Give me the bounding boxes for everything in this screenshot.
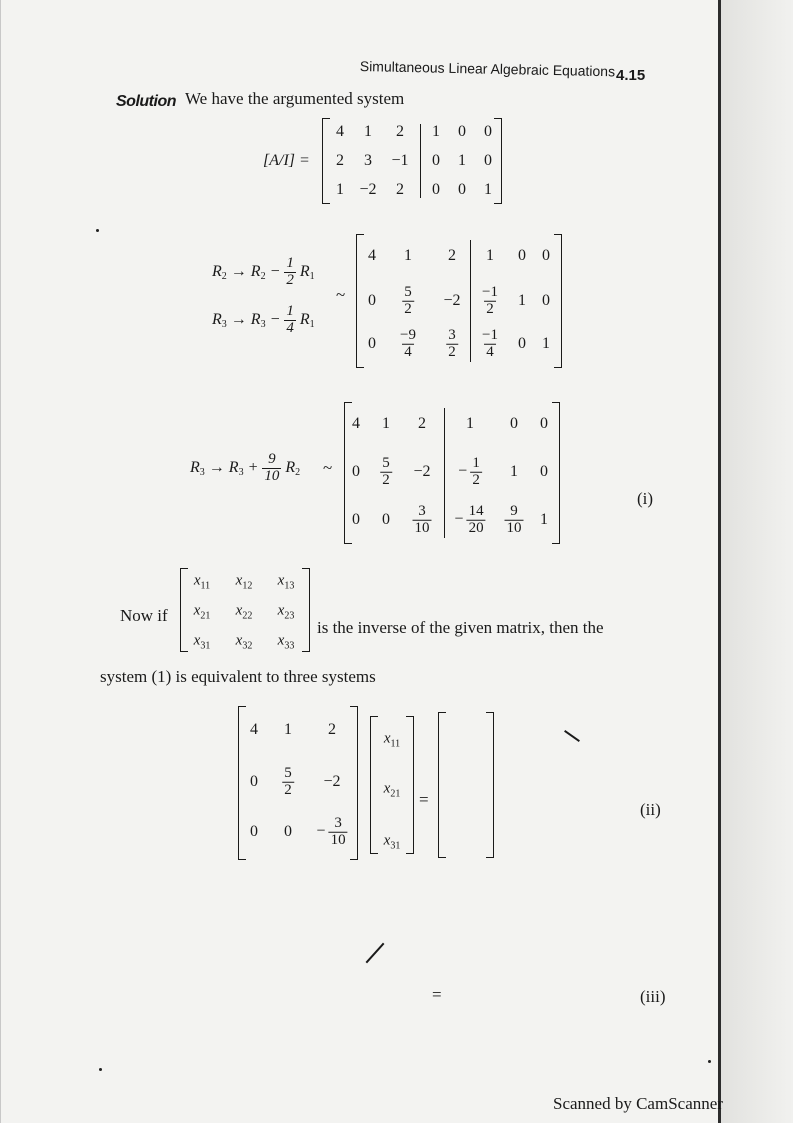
- matrix-entry: −2: [443, 292, 461, 309]
- matrix-entry: 0: [250, 773, 258, 790]
- matrix-entry: 1: [284, 721, 292, 738]
- matrix-entry: − $\frac{3}{10}$: [316, 814, 346, 848]
- unknown-variable: $x_{11}$: [193, 572, 211, 592]
- step1-matrix: [356, 234, 562, 368]
- matrix-entry: −1: [391, 152, 409, 169]
- matrix-entry: 2: [418, 415, 426, 432]
- running-header-title: Simultaneous Linear Algebraic Equations: [359, 58, 616, 80]
- matrix-entry: −2: [413, 463, 431, 480]
- now-if-suffix: is the inverse of the given matrix, then the: [317, 618, 604, 637]
- matrix-entry: 2: [396, 123, 404, 141]
- matrix-entry: 1: [432, 123, 440, 141]
- matrix-entry: 0: [352, 463, 360, 480]
- equation-tag-iii: (iii): [640, 987, 666, 1006]
- matrix-entry: 4: [250, 721, 258, 738]
- scan-left-margin-line: [0, 0, 1, 1123]
- system-ii-unknown-vector: [370, 716, 414, 854]
- matrix-entry: 1: [486, 247, 494, 264]
- equivalence-tilde-step2: ~: [323, 458, 333, 477]
- equation-tag-ii: (ii): [640, 800, 661, 819]
- system-iii-rhs-vector: [454, 900, 498, 1052]
- augment-separator: [444, 408, 445, 538]
- equivalence-tilde: ~: [336, 285, 346, 304]
- matrix-entry: 2: [336, 152, 344, 169]
- unknown-variable: $x_{13}$: [277, 572, 295, 592]
- unknown-variable: $x_{23}$: [277, 602, 295, 622]
- matrix-entry: 0: [458, 123, 466, 141]
- pen-stroke-mark: [564, 730, 580, 742]
- matrix-entry: 0: [542, 292, 550, 309]
- matrix-entry: 1: [382, 415, 390, 432]
- matrix-entry: $\frac{-1}{2}$: [482, 283, 498, 317]
- bracket-right: [486, 712, 494, 858]
- matrix-entry: $\frac{5}{2}$: [404, 283, 412, 317]
- matrix-entry: 1: [364, 123, 372, 141]
- inverse-variable-matrix: [180, 568, 310, 652]
- bracket-left: [322, 118, 330, 204]
- matrix-entry: 0: [542, 247, 550, 264]
- matrix-entry: 1: [458, 152, 466, 169]
- system-ii-coefficient-matrix: [238, 706, 358, 860]
- equation-tag-i: (i): [637, 489, 654, 508]
- matrix-entry: 0: [368, 292, 376, 309]
- row-operation-r2: $R_2 \to R_2$ − $\frac{1}{2}$ $R_1$: [212, 255, 315, 288]
- bracket-right: [406, 716, 414, 854]
- scan-edge-shadow: [721, 0, 793, 1123]
- unknown-variable: $x_{21}$: [193, 602, 211, 622]
- matrix-entry: 0: [382, 511, 390, 528]
- matrix-entry: 1: [484, 180, 492, 198]
- augmented-lhs: [A/I] =: [263, 152, 310, 169]
- system-ii-rhs-vector: [438, 712, 494, 858]
- augmented-matrix: [322, 118, 502, 204]
- bracket-right: [554, 234, 562, 368]
- page-number: 4.15: [616, 67, 646, 84]
- now-if-prefix: Now if: [120, 606, 168, 625]
- bracket-right: [350, 706, 358, 860]
- matrix-entry: 0: [540, 415, 548, 432]
- bracket-left: [370, 716, 378, 854]
- matrix-entry: $\frac{5}{2}$: [284, 764, 292, 798]
- matrix-entry: $\frac{9}{10}$: [506, 502, 522, 536]
- matrix-entry: 1: [466, 415, 474, 432]
- matrix-entry: 0: [484, 152, 492, 169]
- matrix-entry: 4: [352, 415, 360, 432]
- scanner-watermark: Scanned by CamScanner: [553, 1094, 723, 1113]
- matrix-entry: − $\frac{1}{2}$: [458, 454, 480, 488]
- unknown-variable: $x_{33}$: [277, 632, 295, 652]
- system-equivalence-text: system (1) is equivalent to three systems: [100, 667, 376, 686]
- matrix-entry: 3: [364, 152, 372, 169]
- row-operation-r3: $R_3 \to R_3$ − $\frac{1}{4}$ $R_1$: [212, 303, 315, 336]
- matrix-entry: $\frac{-1}{4}$: [482, 326, 498, 360]
- matrix-entry: 1: [404, 247, 412, 264]
- bracket-left: [344, 402, 352, 544]
- solution-intro: We have the argumented system: [185, 89, 405, 108]
- unknown-variable: $x_{22}$: [235, 602, 253, 622]
- matrix-entry: $\frac{-9}{4}$: [400, 326, 416, 360]
- matrix-entry: 0: [510, 415, 518, 432]
- bracket-left: [180, 568, 188, 652]
- matrix-entry: 0: [432, 152, 440, 169]
- solution-label: Solution: [116, 93, 176, 110]
- matrix-entry: $\frac{3}{10}$: [414, 502, 430, 536]
- matrix-entry: 0: [540, 463, 548, 480]
- unknown-variable: $x_{12}$: [235, 572, 253, 592]
- system-iii-coefficient-matrix: [256, 902, 364, 1054]
- matrix-entry: 1: [510, 463, 518, 480]
- matrix-entry: −2: [323, 773, 341, 790]
- unknown-variable: $x_{21}$: [383, 780, 401, 800]
- scan-speck: [96, 229, 99, 232]
- matrix-entry: 0: [518, 247, 526, 264]
- matrix-entry: 4: [368, 247, 376, 264]
- matrix-entry: $\frac{3}{2}$: [448, 326, 456, 360]
- scan-speck: [708, 1060, 711, 1063]
- system-iii-equals: =: [432, 985, 442, 1004]
- matrix-entry: 0: [368, 335, 376, 352]
- matrix-entry: 4: [336, 123, 344, 141]
- matrix-entry: 1: [540, 511, 548, 528]
- step2-matrix: [344, 402, 560, 544]
- matrix-entry: 0: [484, 123, 492, 141]
- bracket-left: [238, 706, 246, 860]
- matrix-entry: 0: [352, 511, 360, 528]
- matrix-entry: 1: [542, 335, 550, 352]
- bracket-left: [438, 712, 446, 858]
- matrix-entry: 2: [396, 180, 404, 198]
- matrix-entry: 1: [336, 180, 344, 198]
- pen-stroke-mark: [366, 943, 385, 964]
- unknown-variable: $x_{31}$: [383, 832, 401, 852]
- system-iii-unknown-vector: [384, 908, 430, 1048]
- unknown-variable: $x_{32}$: [235, 632, 253, 652]
- bracket-left: [356, 234, 364, 368]
- bracket-right: [552, 402, 560, 544]
- unknown-variable: $x_{31}$: [193, 632, 211, 652]
- matrix-entry: 0: [518, 335, 526, 352]
- matrix-entry: −2: [359, 180, 377, 198]
- matrix-entry: 0: [250, 823, 258, 840]
- augment-separator: [420, 124, 421, 198]
- matrix-entry: 0: [458, 180, 466, 198]
- matrix-entry: 2: [448, 247, 456, 264]
- matrix-entry: 2: [328, 721, 336, 738]
- bracket-right: [494, 118, 502, 204]
- system-ii-equals: =: [419, 790, 429, 809]
- scan-speck: [99, 1068, 102, 1071]
- matrix-entry: − $\frac{14}{20}$: [454, 502, 484, 536]
- matrix-entry: $\frac{5}{2}$: [382, 454, 390, 488]
- matrix-entry: 0: [284, 823, 292, 840]
- matrix-entry: 1: [518, 292, 526, 309]
- matrix-entry: 0: [432, 180, 440, 198]
- unknown-variable: $x_{11}$: [383, 730, 401, 750]
- augment-separator: [470, 240, 471, 362]
- bracket-right: [302, 568, 310, 652]
- row-operation-r3-step2: $R_3 \to R_3$ + $\frac{9}{10}$ $R_2$: [190, 451, 301, 484]
